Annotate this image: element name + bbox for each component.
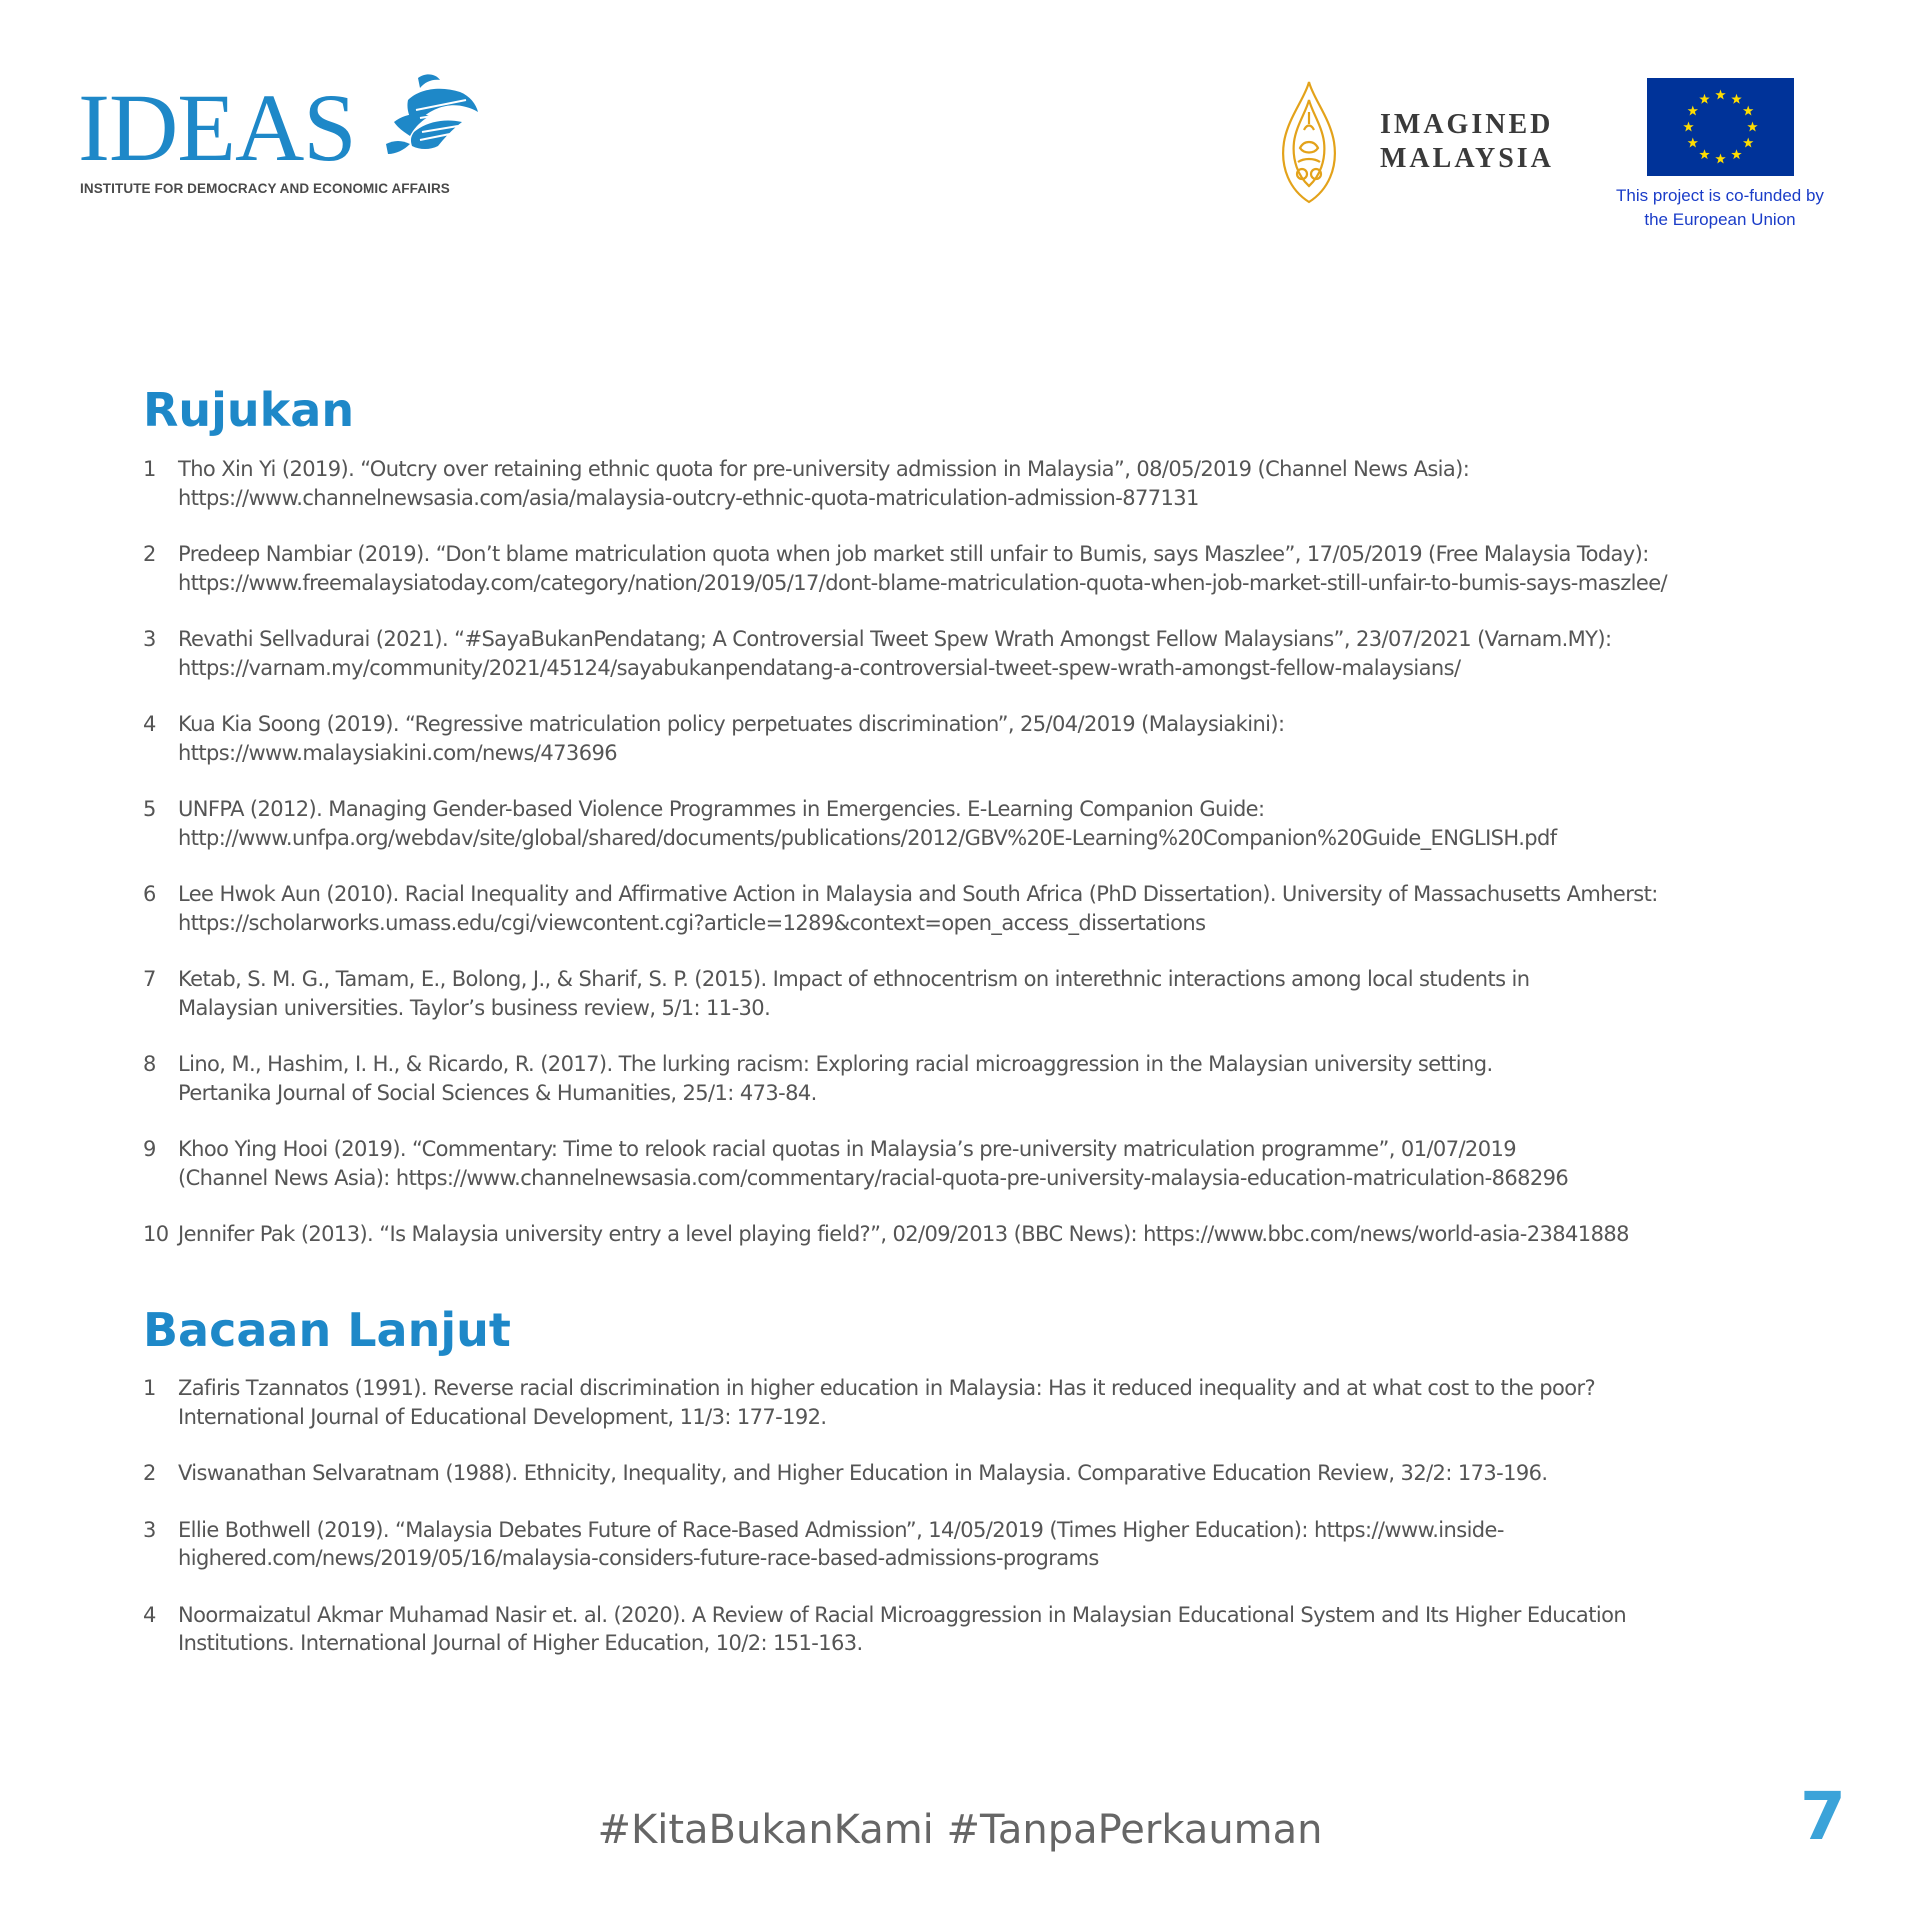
eu-caption-line2: the European Union (1644, 210, 1796, 229)
reference-number: 2 (143, 542, 156, 566)
reference-number: 5 (143, 797, 156, 821)
eu-star (1743, 138, 1753, 148)
page-number: 7 (1800, 1778, 1846, 1855)
eu-star (1731, 94, 1741, 104)
reference-text-line: Pertanika Journal of Social Sciences & Humanities, 25/1: 473-84. (178, 1080, 817, 1105)
reference-text-line: Noormaizatul Akmar Muhamad Nasir et. al. (2020). A Review of Racial Microaggression in Malaysian Educational System and Its Higher Education (178, 1602, 1627, 1627)
footer-hashtags: #KitaBukanKami #TanpaPerkauman (597, 1807, 1323, 1853)
reference-text-line: Khoo Ying Hooi (2019). “Commentary: Time to relook racial quotas in Malaysia’s pre-university matriculation programme”, 01/07/2019 (178, 1137, 1516, 1161)
reference-item (143, 795, 1793, 852)
malaysia-line: MALAYSIA (1380, 143, 1554, 174)
eu-star (1715, 154, 1725, 164)
bacaan-lanjut-heading: Bacaan Lanjut (143, 1303, 511, 1357)
reference-text-line: Jennifer Pak (2013). “Is Malaysia university entry a level playing field?”, 02/09/2013 (BBC News): https://www.bbc.com/news/world-asia-23841888 (178, 1222, 1629, 1246)
reference-text-line: Kua Kia Soong (2019). “Regressive matriculation policy perpetuates discrimination”, 25/04/2019 (Malaysiakini): (178, 712, 1285, 736)
eu-star (1699, 149, 1709, 159)
reference-text-line: highered.com/news/2019/05/16/malaysia-considers-future-race-based-admissions-programs (178, 1546, 1099, 1570)
reference-item (143, 1050, 1793, 1107)
reference-number: 3 (143, 1517, 156, 1542)
reference-text-line: Predeep Nambiar (2019). “Don’t blame matriculation quota when job market still unfair to Bumis, says Maszlee”, 17/05/2019 (Free Malaysia Today): (178, 542, 1649, 566)
reference-text-line: Ketab, S. M. G., Tamam, E., Bolong, J., & Sharif, S. P. (2015). Impact of ethnocentrism on interethnic interactions among local students in (178, 967, 1530, 991)
imagined-malaysia-logo (1280, 78, 1600, 208)
reference-text-line: http://www.unfpa.org/webdav/site/global/shared/documents/publications/2012/GBV%20E-Learning%20Companion%20Guide_ENGLISH.pdf (178, 825, 1557, 850)
dove-icon (380, 70, 480, 165)
reference-number: 10 (143, 1222, 169, 1246)
reference-number: 3 (143, 627, 156, 651)
eu-stars-icon (1647, 78, 1794, 176)
reference-text-line: Malaysian universities. Taylor’s business review, 5/1: 11-30. (178, 995, 771, 1020)
eu-star (1743, 106, 1753, 116)
ideas-wordmark: IDEAS (78, 74, 356, 181)
eu-star (1683, 122, 1693, 132)
rujukan-list (143, 455, 1793, 1277)
reference-number: 8 (143, 1052, 156, 1076)
ideas-subtitle: INSTITUTE FOR DEMOCRACY AND ECONOMIC AFFAIRS (80, 181, 450, 196)
reference-number: 1 (143, 457, 156, 481)
reference-item (143, 1516, 1793, 1573)
reference-item (143, 1601, 1793, 1658)
reference-number: 2 (143, 1461, 156, 1485)
reference-text-line: https://varnam.my/community/2021/45124/sayabukanpendatang-a-controversial-tweet-spew-wrath-amongst-fellow-malaysians/ (178, 655, 1461, 680)
reference-text-line: https://www.malaysiakini.com/news/473696 (178, 740, 617, 765)
eu-caption (1600, 184, 1840, 232)
reference-number: 7 (143, 967, 156, 991)
reference-item (143, 1135, 1793, 1192)
eu-star (1688, 106, 1698, 116)
reference-number: 4 (143, 1602, 156, 1627)
eu-star (1699, 94, 1709, 104)
reference-text-line: Revathi Sellvadurai (2021). “#SayaBukanPendatang; A Controversial Tweet Spew Wrath Amongst Fellow Malaysians”, 23/07/2021 (Varnam.MY): (178, 627, 1612, 651)
eu-star (1747, 122, 1757, 132)
reference-item (143, 880, 1793, 937)
wayang-emblem-icon (1280, 78, 1338, 206)
reference-item (143, 625, 1793, 682)
eu-star (1715, 90, 1725, 100)
eu-cofunding-block (1600, 78, 1840, 238)
reference-item (143, 1220, 1793, 1249)
eu-star (1688, 138, 1698, 148)
reference-text-line: https://www.freemalaysiatoday.com/category/nation/2019/05/17/dont-blame-matriculation-quota-when-job-market-still-unfair-to-bumis-says-maszlee/ (178, 570, 1668, 595)
eu-star (1731, 149, 1741, 159)
reference-number: 1 (143, 1376, 156, 1400)
reference-item (143, 455, 1793, 512)
reference-item (143, 1459, 1793, 1488)
reference-text-line: Viswanathan Selvaratnam (1988). Ethnicity, Inequality, and Higher Education in Malaysia. Comparative Education Review, 32/2: 173-196. (178, 1461, 1548, 1485)
ideas-logo (78, 70, 478, 200)
reference-number: 4 (143, 712, 156, 736)
reference-text-line: Ellie Bothwell (2019). “Malaysia Debates Future of Race-Based Admission”, 14/05/2019 (Times Higher Education): https://www.inside- (178, 1517, 1504, 1542)
reference-text-line: Institutions. International Journal of Higher Education, 10/2: 151-163. (178, 1631, 863, 1655)
rujukan-heading: Rujukan (143, 383, 355, 437)
reference-text-line: https://scholarworks.umass.edu/cgi/viewcontent.cgi?article=1289&context=open_access_dissertations (178, 910, 1206, 935)
reference-number: 9 (143, 1137, 156, 1161)
eu-caption-line1: This project is co-funded by (1616, 186, 1824, 205)
imagined-malaysia-wordmark (1380, 108, 1554, 176)
reference-text-line: UNFPA (2012). Managing Gender-based Violence Programmes in Emergencies. E-Learning Companion Guide: (178, 797, 1265, 821)
reference-number: 6 (143, 882, 156, 906)
reference-item (143, 965, 1793, 1022)
reference-text-line: Zafiris Tzannatos (1991). Reverse racial discrimination in higher education in Malaysia: Has it reduced inequality and at what cost to the poor? (178, 1376, 1596, 1400)
reference-text-line: Tho Xin Yi (2019). “Outcry over retaining ethnic quota for pre-university admission in Malaysia”, 08/05/2019 (Channel News Asia): (178, 457, 1470, 481)
reference-text-line: Lino, M., Hashim, I. H., & Ricardo, R. (2017). The lurking racism: Exploring racial microaggression in the Malaysian university setting. (178, 1052, 1493, 1076)
reference-text-line: Lee Hwok Aun (2010). Racial Inequality and Affirmative Action in Malaysia and South Africa (PhD Dissertation). University of Massachusetts Amherst: (178, 882, 1658, 906)
imagined-line: IMAGINED (1380, 109, 1554, 140)
eu-flag (1647, 78, 1794, 176)
bacaan-lanjut-list (143, 1374, 1793, 1686)
reference-text-line: (Channel News Asia): https://www.channelnewsasia.com/commentary/racial-quota-pre-university-malaysia-education-matriculation-868296 (178, 1165, 1569, 1190)
reference-text-line: https://www.channelnewsasia.com/asia/malaysia-outcry-ethnic-quota-matriculation-admission-877131 (178, 485, 1199, 510)
reference-item (143, 540, 1793, 597)
reference-item (143, 710, 1793, 767)
reference-text-line: International Journal of Educational Development, 11/3: 177-192. (178, 1404, 827, 1429)
reference-item (143, 1374, 1793, 1431)
